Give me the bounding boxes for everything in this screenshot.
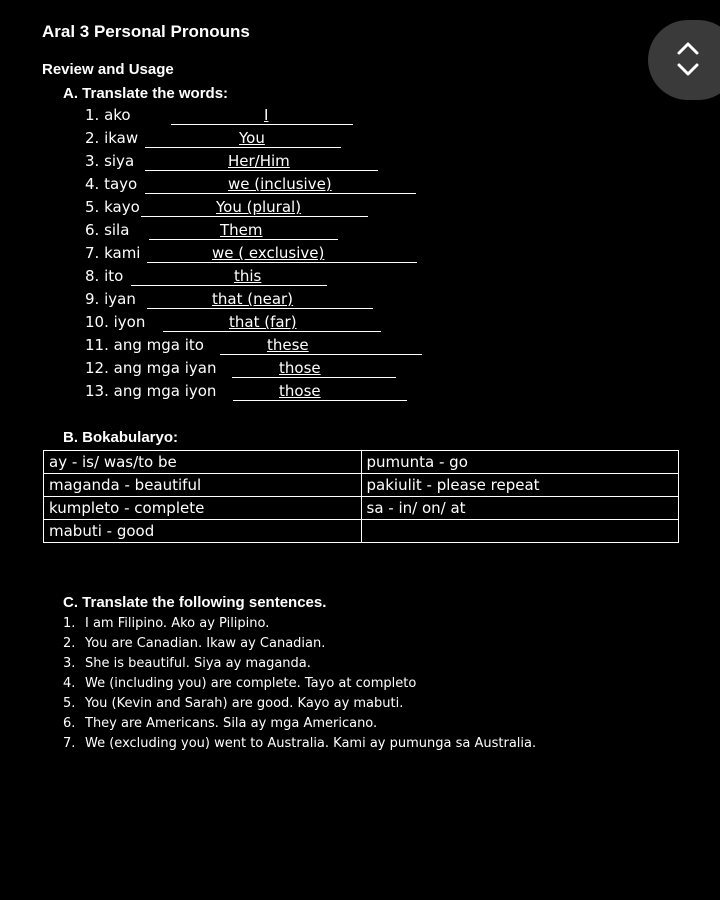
- answer-text: we ( exclusive): [212, 244, 325, 262]
- sentence-item: [63, 696, 403, 711]
- word-label: 4. tayo: [85, 175, 138, 193]
- table-cell: kumpleto - complete: [44, 497, 362, 520]
- sentence-number: 2.: [63, 636, 76, 651]
- word-label: 11. ang mga ito: [85, 336, 204, 354]
- sentence-item: [63, 616, 269, 631]
- answer-text: those: [279, 382, 321, 400]
- word-label: 5. kayo: [85, 198, 140, 216]
- table-cell: maganda - beautiful: [44, 474, 362, 497]
- answer-text: Them: [220, 221, 263, 239]
- answer-text: You (plural): [216, 198, 302, 216]
- answer-text: Her/Him: [228, 152, 290, 170]
- table-cell: pumunta - go: [361, 451, 679, 474]
- page-title: Aral 3 Personal Pronouns: [42, 22, 250, 41]
- sentence-text: I am Filipino. Ako ay Pilipino.: [85, 616, 270, 631]
- sentence-text: You (Kevin and Sarah) are good. Kayo ay mabuti.: [85, 696, 404, 711]
- sentence-item: [63, 716, 377, 731]
- sentence-text: She is beautiful. Siya ay maganda.: [85, 656, 311, 671]
- chevron-down-icon[interactable]: [676, 62, 700, 78]
- answer-text: we (inclusive): [228, 175, 332, 193]
- answer-text: these: [267, 336, 309, 354]
- table-cell: pakiulit - please repeat: [361, 474, 679, 497]
- sentence-item: [63, 736, 536, 751]
- word-label: 6. sila: [85, 221, 130, 239]
- sentence-number: 6.: [63, 716, 76, 731]
- answer-text: this: [234, 267, 262, 285]
- section-b-heading: B. Bokabularyo:: [63, 429, 179, 446]
- vocabulary-table: [43, 450, 679, 543]
- sentence-number: 5.: [63, 696, 76, 711]
- sentence-number: 1.: [63, 616, 76, 631]
- sentence-text: They are Americans. Sila ay mga Americano.: [85, 716, 378, 731]
- sentence-item: [63, 676, 416, 691]
- sentence-number: 7.: [63, 736, 76, 751]
- sentence-text: You are Canadian. Ikaw ay Canadian.: [85, 636, 326, 651]
- word-label: 12. ang mga iyan: [85, 359, 217, 377]
- word-label: 13. ang mga iyon: [85, 382, 217, 400]
- answer-blank: [131, 267, 327, 286]
- chevron-up-icon[interactable]: [676, 40, 700, 56]
- word-label: 1. ako: [85, 106, 131, 124]
- table-row: [44, 520, 679, 543]
- sentence-text: We (excluding you) went to Australia. Kami ay pumunga sa Australia.: [85, 736, 537, 751]
- word-label: 9. iyan: [85, 290, 136, 308]
- table-cell: mabuti - good: [44, 520, 362, 543]
- sentence-number: 3.: [63, 656, 76, 671]
- word-label: 2. ikaw: [85, 129, 139, 147]
- answer-blank: [171, 106, 353, 125]
- table-cell: ay - is/ was/to be: [44, 451, 362, 474]
- table-row: [44, 497, 679, 520]
- sentence-text: We (including you) are complete. Tayo at completo: [85, 676, 417, 691]
- section-c-heading: C. Translate the following sentences.: [63, 594, 327, 611]
- sentence-item: [63, 656, 311, 671]
- word-label: 8. ito: [85, 267, 124, 285]
- page-nav-widget: [648, 20, 720, 100]
- answer-text: that (near): [212, 290, 294, 308]
- page-subtitle: Review and Usage: [42, 61, 174, 78]
- sentence-item: [63, 636, 325, 651]
- answer-text: I: [264, 106, 269, 124]
- table-cell: [361, 520, 679, 543]
- answer-text: You: [239, 129, 265, 147]
- table-row: [44, 474, 679, 497]
- word-label: 10. iyon: [85, 313, 146, 331]
- word-label: 3. siya: [85, 152, 135, 170]
- sentence-number: 4.: [63, 676, 76, 691]
- word-label: 7. kami: [85, 244, 141, 262]
- answer-text: those: [279, 359, 321, 377]
- answer-blank: [220, 336, 422, 355]
- table-row: [44, 451, 679, 474]
- table-cell: sa - in/ on/ at: [361, 497, 679, 520]
- section-a-heading: A. Translate the words:: [63, 85, 229, 102]
- answer-text: that (far): [229, 313, 297, 331]
